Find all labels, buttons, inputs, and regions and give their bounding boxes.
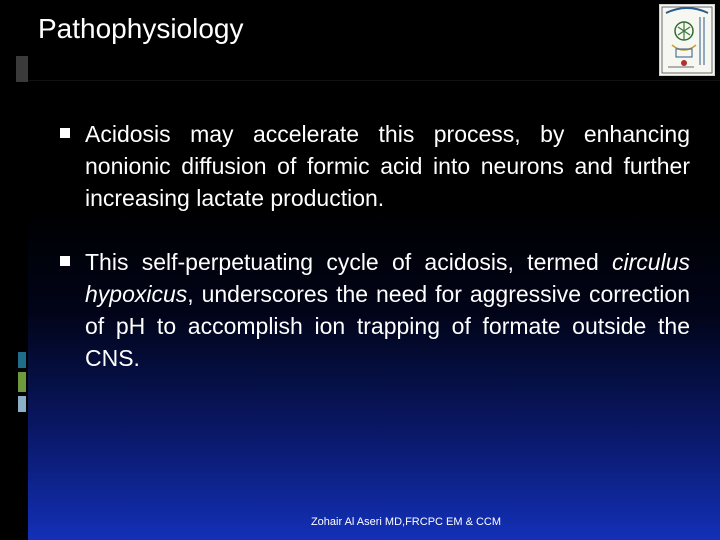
bullet-item-2 (60, 246, 690, 374)
bullet-text: Acidosis may accelerate this process, by enhancing nonionic diffusion of formic acid into neurons and further increasing lactate production. (85, 121, 690, 211)
title-divider (28, 80, 720, 81)
square-bullet-icon (60, 128, 70, 138)
university-seal-icon (659, 4, 715, 76)
slide-footer (0, 516, 720, 528)
bullet-text-italic: circulus hypoxicus (85, 249, 690, 307)
side-mark-light (18, 396, 26, 412)
title-accent-gap (28, 56, 36, 82)
slide-title: Pathophysiology (38, 13, 244, 44)
bullet-text-pre: This self-perpetuating cycle of acidosis, termed (85, 249, 613, 275)
side-mark-green (18, 372, 26, 392)
bullet-text-post: , underscores the need for aggressive correction of pH to accomplish ion trapping of formate outside the CNS. (85, 281, 690, 371)
bullet-list (60, 118, 690, 406)
title-accent-block (16, 56, 28, 82)
side-mark-blue (18, 352, 26, 368)
bullet-item-1 (60, 118, 690, 214)
footer-author: Zohair Al Aseri MD,FRCPC EM & CCM (310, 516, 502, 528)
square-bullet-icon (60, 256, 70, 266)
